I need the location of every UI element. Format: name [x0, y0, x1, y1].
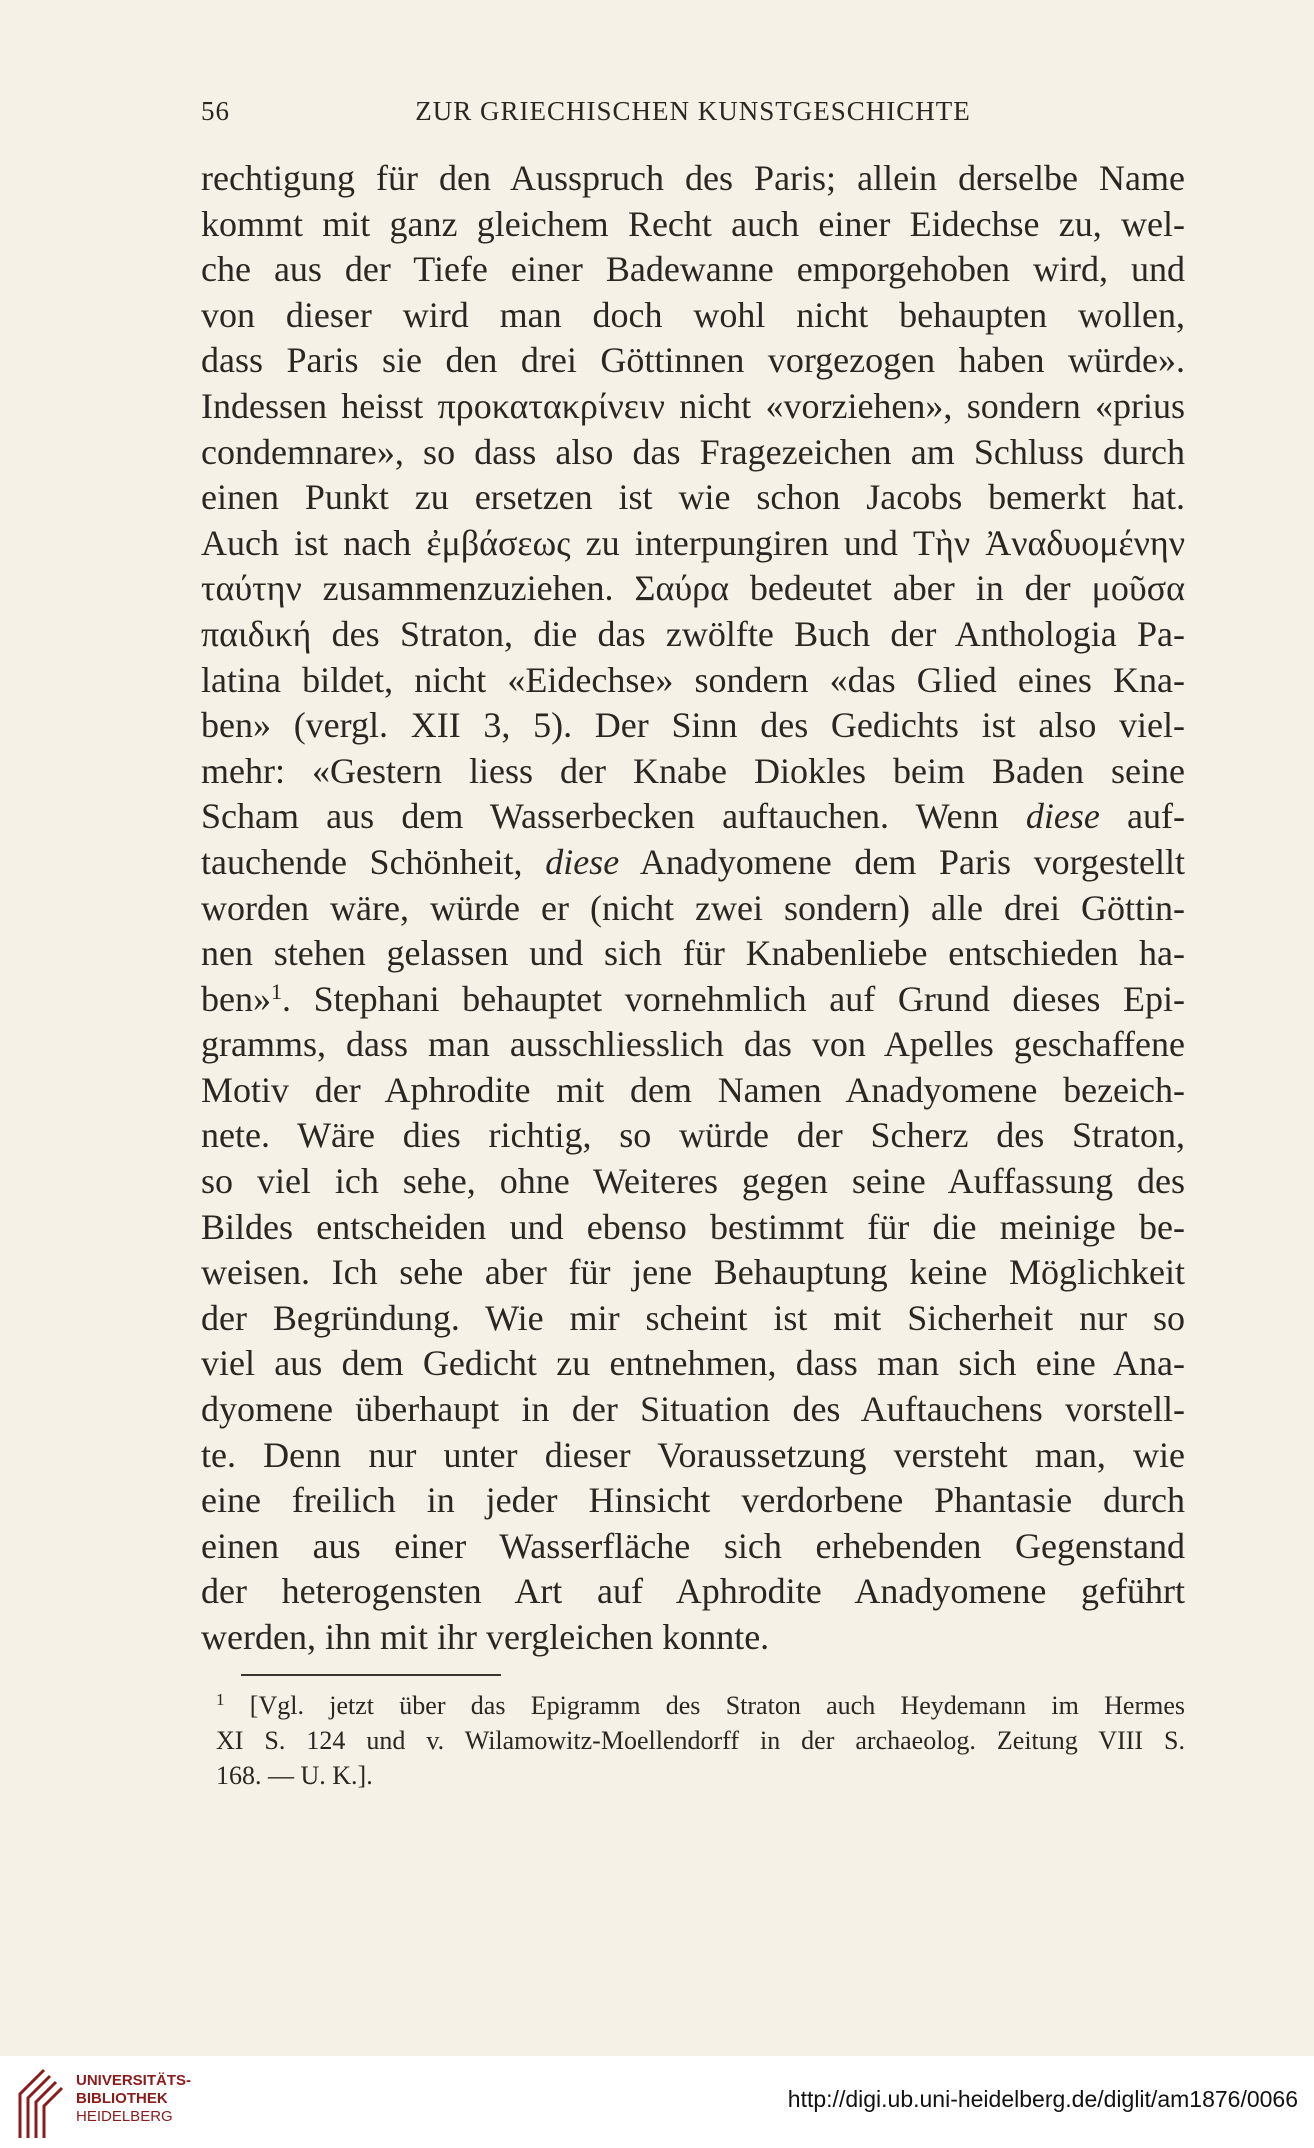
- source-url-link[interactable]: http://digi.ub.uni-heidelberg.de/diglit/am1876/0066: [787, 2086, 1298, 2112]
- text-line: mehr: «Gestern liess der Knabe Diokles beim Baden seine: [201, 750, 1185, 791]
- text-segment: Scham aus dem Wasserbecken auftauchen. Wenn: [201, 796, 1026, 837]
- text-line: nen stehen gelassen und sich für Knabenliebe entschieden ha-: [201, 933, 1185, 974]
- library-logo-icon: [14, 2064, 68, 2140]
- text-line: weisen. Ich sehe aber für jene Behauptung keine Möglichkeit: [201, 1252, 1185, 1293]
- text-line-with-footnote-ref: [201, 977, 1185, 1023]
- body-text: [201, 156, 1185, 1661]
- library-name: [76, 2072, 191, 2126]
- text-line: ταύτην zusammenzuziehen. Σαύρα bedeutet aber in der μοῦσα: [201, 568, 1185, 609]
- text-line: nete. Wäre dies richtig, so würde der Scherz des Straton,: [201, 1115, 1185, 1156]
- italic-word: diese: [1025, 796, 1100, 837]
- library-name-line: BIBLIOTHEK: [76, 2090, 168, 2107]
- text-line: worden wäre, würde er (nicht zwei sondern) alle drei Göttin-: [201, 887, 1185, 928]
- text-line: viel aus dem Gedicht zu entnehmen, dass man sich eine Ana-: [201, 1343, 1185, 1384]
- text-segment: Anadyomene dem Paris vorgestellt: [619, 841, 1185, 882]
- text-segment: tauchende Schönheit,: [201, 841, 546, 882]
- running-title: ZUR GRIECHISCHEN KUNSTGESCHICHTE: [415, 96, 971, 126]
- footnote-reference: 1: [270, 978, 282, 1004]
- text-line: rechtigung für den Ausspruch des Paris; allein derselbe Name: [201, 158, 1185, 198]
- text-line: der Begründung. Wie mir scheint ist mit Sicherheit nur so: [201, 1297, 1185, 1338]
- footnote-line: 168. — U. K.].: [216, 1761, 373, 1790]
- footnote: [216, 1688, 1185, 1793]
- text-line: einen aus einer Wasserfläche sich erhebenden Gegenstand: [201, 1525, 1185, 1566]
- text-line: eine freilich in jeder Hinsicht verdorbene Phantasie durch: [201, 1480, 1185, 1521]
- text-line: te. Denn nur unter dieser Voraussetzung versteht man, wie: [201, 1434, 1185, 1475]
- text-line: gramms, dass man ausschliesslich das von Apelles geschaffene: [201, 1024, 1185, 1065]
- text-line: che aus der Tiefe einer Badewanne emporgehoben wird, und: [201, 249, 1185, 290]
- footnote-text: [Vgl. jetzt über das Epigramm des Straton auch Heydemann im Hermes: [249, 1691, 1185, 1720]
- footnote-line: XI S. 124 und v. Wilamowitz-Moellendorff in der archaeolog. Zeitung VIII S.: [216, 1726, 1185, 1755]
- text-line: Motiv der Aphrodite mit dem Namen Anadyomene bezeich-: [201, 1069, 1185, 1110]
- text-line: der heterogensten Art auf Aphrodite Anadyomene geführt: [201, 1571, 1185, 1612]
- text-line: condemnare», so dass also das Fragezeichen am Schluss durch: [201, 431, 1185, 472]
- page-number: 56: [201, 96, 230, 126]
- text-line: kommt mit ganz gleichem Recht auch einer Eidechse zu, wel-: [201, 203, 1185, 244]
- page-header: [201, 96, 1185, 136]
- text-line: ben» (vergl. XII 3, 5). Der Sinn des Gedichts ist also viel-: [201, 705, 1185, 746]
- text-line: Auch ist nach ἐμβάσεως zu interpungiren und Τὴν Ἀναδυομένην: [201, 522, 1185, 563]
- text-line: Indessen heisst προκατακρίνειν nicht «vorziehen», sondern «prius: [201, 385, 1185, 426]
- text-line: latina bildet, nicht «Eidechse» sondern «das Glied eines Kna-: [201, 659, 1185, 700]
- footnote-marker: 1: [216, 1690, 225, 1709]
- text-segment: . Stephani behauptet vornehmlich auf Grund dieses Epi-: [281, 978, 1185, 1019]
- text-segment: ben»: [201, 978, 271, 1019]
- library-name-line: UNIVERSITÄTS-: [76, 2072, 192, 2089]
- text-line: παιδική des Straton, die das zwölfte Buch der Anthologia Pa-: [201, 613, 1185, 654]
- footnote-divider: [241, 1674, 501, 1676]
- text-line: dass Paris sie den drei Göttinnen vorgezogen haben würde».: [201, 340, 1185, 381]
- footnote-line: [216, 1688, 1185, 1723]
- library-name-line: HEIDELBERG: [76, 2108, 173, 2125]
- italic-word: diese: [545, 841, 620, 882]
- text-line-with-italic: [201, 840, 1185, 886]
- text-line: werden, ihn mit ihr vergleichen konnte.: [201, 1617, 770, 1657]
- text-line: einen Punkt zu ersetzen ist wie schon Jacobs bemerkt hat.: [201, 477, 1185, 518]
- text-segment: auf-: [1099, 796, 1185, 837]
- text-line-with-italic: [201, 794, 1185, 840]
- text-line: Bildes entscheiden und ebenso bestimmt für die meinige be-: [201, 1206, 1185, 1247]
- text-line: so viel ich sehe, ohne Weiteres gegen seine Auffassung des: [201, 1161, 1185, 1202]
- text-line: von dieser wird man doch wohl nicht behaupten wollen,: [201, 294, 1185, 335]
- text-line: dyomene überhaupt in der Situation des Auftauchens vorstell-: [201, 1389, 1185, 1430]
